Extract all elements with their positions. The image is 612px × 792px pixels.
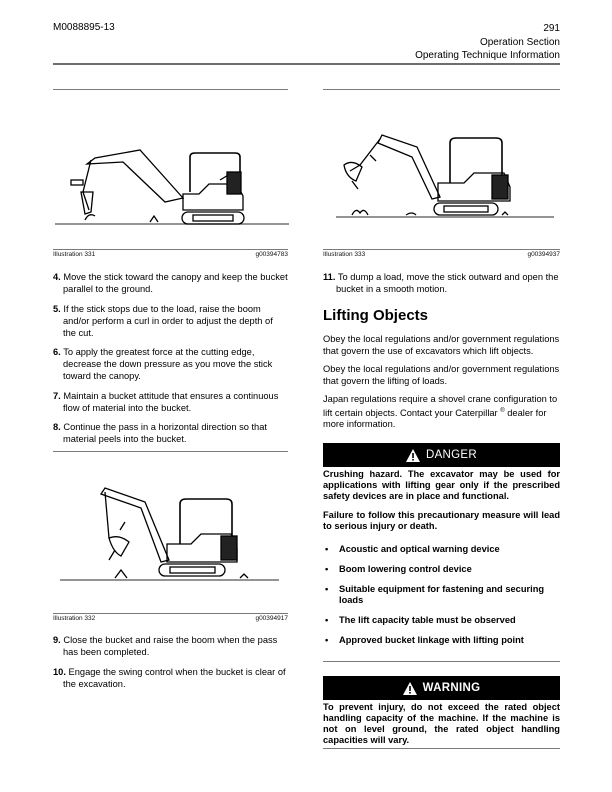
- danger-text: Crushing hazard. The excavator may be used for applications with lifting gear only if the prescribed safety devices are in place and functional.: [323, 469, 560, 501]
- caption-rule: [53, 249, 288, 250]
- illustration-code: g00394917: [255, 615, 288, 622]
- steps-9-10: [53, 634, 288, 697]
- illustration-331-caption: [53, 251, 288, 258]
- danger-banner: [323, 443, 560, 467]
- warning-bottom-rule: [323, 748, 560, 749]
- section-heading: Lifting Objects: [323, 307, 428, 324]
- excavator-dumping-illustration: [322, 125, 562, 225]
- excavator-raising-boom-illustration: [55, 480, 295, 585]
- illustration-333-top-rule: [323, 89, 560, 90]
- illustration-label: Illustration 332: [53, 615, 96, 622]
- illustration-333-caption: [323, 251, 560, 258]
- list-item: • Acoustic and optical warning device: [323, 544, 560, 555]
- header-divider: [53, 63, 560, 65]
- excavator-digging-illustration: [55, 120, 295, 230]
- warning-text: To prevent injury, do not exceed the rated object handling capacity of the machine. If the machine is not on level ground, the rated object handling capacities will vary.: [323, 702, 560, 745]
- warning-triangle-icon: [403, 682, 417, 695]
- illustration-code: g00394783: [255, 251, 288, 258]
- illustration-code: g00394937: [527, 251, 560, 258]
- illustration-332-top-rule: [53, 451, 288, 452]
- page-header: [415, 22, 560, 63]
- list-item: • Boom lowering control device: [323, 564, 560, 575]
- warning-label: WARNING: [422, 682, 481, 694]
- regulation-paragraph: Obey the local regulations and/or government regulations that govern the use of excavators which lift objects.: [323, 334, 560, 356]
- warning-banner: [323, 676, 560, 700]
- danger-consequence-text: Failure to follow this precautionary measure will lead to serious injury or death.: [323, 510, 560, 531]
- caption-rule: [323, 249, 560, 250]
- section-title: Operation Section: [479, 36, 560, 48]
- warning-triangle-icon: [406, 449, 420, 462]
- list-item: • Approved bucket linkage with lifting point: [323, 635, 560, 646]
- danger-label: DANGER: [425, 449, 477, 461]
- document-id: M0088895-13: [53, 22, 115, 33]
- danger-bottom-rule: [323, 661, 560, 662]
- step-4: 4. Move the stick toward the canopy and keep the bucket parallel to the ground.: [53, 272, 288, 294]
- steps-4-8: [53, 271, 288, 453]
- japan-regulation-paragraph: Japan regulations require a shovel crane configuration to lift certain objects. Contact your Caterpillar ® dealer for more information.: [323, 394, 558, 430]
- warning-box: [323, 676, 560, 754]
- step-11: 11. To dump a load, move the stick outward and open the bucket in a smooth motion.: [323, 272, 559, 294]
- list-item: • Suitable equipment for fastening and securing loads: [323, 584, 560, 606]
- subsection-title: Operating Technique Information: [415, 50, 560, 61]
- page-number: 291: [543, 23, 560, 34]
- danger-box: [323, 443, 560, 655]
- step-6: 6. To apply the greatest force at the cutting edge, decrease the down pressure as you move the stick toward the canopy.: [53, 347, 273, 381]
- illustration-331-top-rule: [53, 89, 288, 90]
- step-9: 9. Close the bucket and raise the boom when the pass has been completed.: [53, 635, 278, 657]
- caption-rule: [53, 613, 288, 614]
- illustration-332-caption: [53, 615, 288, 622]
- step-8: 8. Continue the pass in a horizontal direction so that material peels into the bucket.: [53, 422, 267, 444]
- list-item: • The lift capacity table must be observed: [323, 615, 560, 626]
- step-10: 10. Engage the swing control when the bucket is clear of the excavation.: [53, 666, 286, 689]
- illustration-label: Illustration 333: [323, 251, 366, 258]
- illustration-label: Illustration 331: [53, 251, 96, 258]
- regulation-paragraph: Obey the local regulations and/or government regulations that govern the lifting of loads.: [323, 364, 560, 386]
- right-content: [323, 271, 560, 438]
- safety-device-list: [323, 544, 560, 646]
- step-5: 5. If the stick stops due to the load, raise the boom and/or perform a curl in order to adjust the depth of the cut.: [53, 303, 273, 338]
- step-7: 7. Maintain a bucket attitude that ensures a continuous flow of material into the bucket.: [53, 390, 279, 413]
